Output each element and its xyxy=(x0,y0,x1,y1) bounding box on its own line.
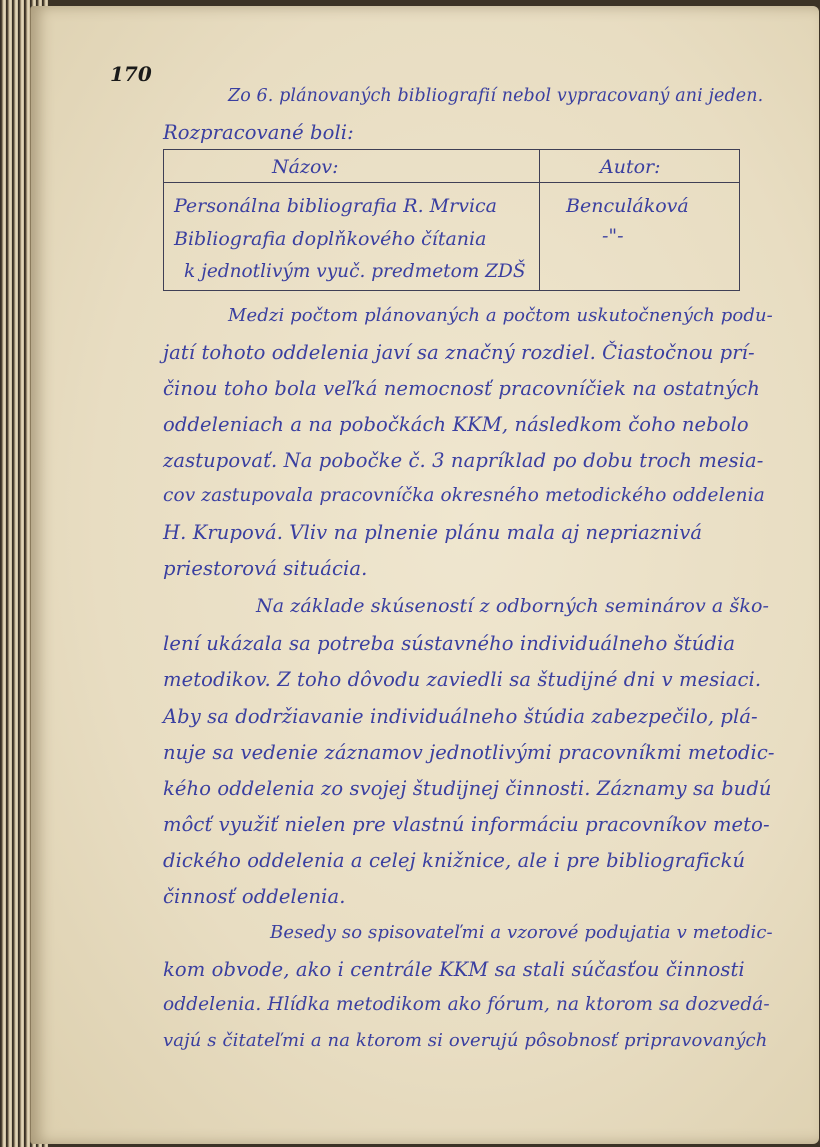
body-line: kého oddelenia zo svojej študijnej činnosti. Záznamy sa budú xyxy=(163,777,772,800)
table-title-row: k jednotlivým vyuč. predmetom ZDŠ xyxy=(184,261,526,282)
body-line: činnosť oddelenia. xyxy=(163,885,346,908)
table-header-author xyxy=(540,150,740,183)
body-line: Medzi počtom plánovaných a počtom uskutočnených podu- xyxy=(228,305,773,326)
body-line: cov zastupovala pracovníčka okresného metodického oddelenia xyxy=(163,485,765,506)
header-title-text: Názov: xyxy=(272,156,339,178)
table-cell-titles xyxy=(164,183,540,291)
body-line: dického oddelenia a celej knižnice, ale i pre bibliografickú xyxy=(163,849,746,872)
body-line: metodikov. Z toho dôvodu zaviedli sa študijné dni v mesiaci. xyxy=(163,668,762,691)
intro-line-2: Rozpracované boli: xyxy=(163,121,354,144)
table-title-row: Bibliografia doplňkového čítania xyxy=(174,228,487,250)
body-line: činou toho bola veľká nemocnosť pracovníčiek na ostatných xyxy=(163,377,760,400)
intro-line-1: Zo 6. plánovaných bibliografií nebol vypracovaný ani jeden. xyxy=(228,86,764,106)
body-line: H. Krupová. Vliv na plnenie plánu mala aj nepriaznivá xyxy=(163,521,703,544)
body-line: vajú s čitateľmi a na ktorom si overujú pôsobnosť pripravovaných xyxy=(163,1030,768,1051)
body-line: Besedy so spisovateľmi a vzorové podujatia v metodic- xyxy=(270,922,773,943)
table-header-title xyxy=(164,150,540,183)
table-cell-authors xyxy=(540,183,740,291)
bibliography-table xyxy=(163,149,740,291)
body-line: kom obvode, ako i centrále KKM sa stali súčasťou činnosti xyxy=(163,958,745,981)
header-author-text: Autor: xyxy=(600,156,661,178)
table-author-row: Benculáková xyxy=(566,195,689,217)
page-number: 170 xyxy=(110,62,152,86)
body-line: priestorová situácia. xyxy=(163,557,368,580)
body-line: oddeleniach a na pobočkách KKM, následkom čoho nebolo xyxy=(163,413,749,436)
body-line: nuje sa vedenie záznamov jednotlivými pracovníkmi metodic- xyxy=(163,741,775,764)
table-author-row: -"- xyxy=(602,225,624,247)
body-line: môcť využiť nielen pre vlastnú informáciu pracovníkov meto- xyxy=(163,813,770,836)
body-line: zastupovať. Na pobočke č. 3 napríklad po dobu troch mesia- xyxy=(163,449,764,472)
table-title-row: Personálna bibliografia R. Mrvica xyxy=(174,195,497,217)
body-line: Na základe skúseností z odborných seminárov a ško- xyxy=(256,595,770,617)
body-line: jatí tohoto oddelenia javí sa značný rozdiel. Čiastočnou prí- xyxy=(163,341,755,364)
body-line: Aby sa dodržiavanie individuálneho štúdia zabezpečilo, plá- xyxy=(163,705,758,728)
body-line: lení ukázala sa potreba sústavného individuálneho štúdia xyxy=(163,632,736,655)
body-line: oddelenia. Hlídka metodikom ako fórum, na ktorom sa dozvedá- xyxy=(163,994,770,1015)
